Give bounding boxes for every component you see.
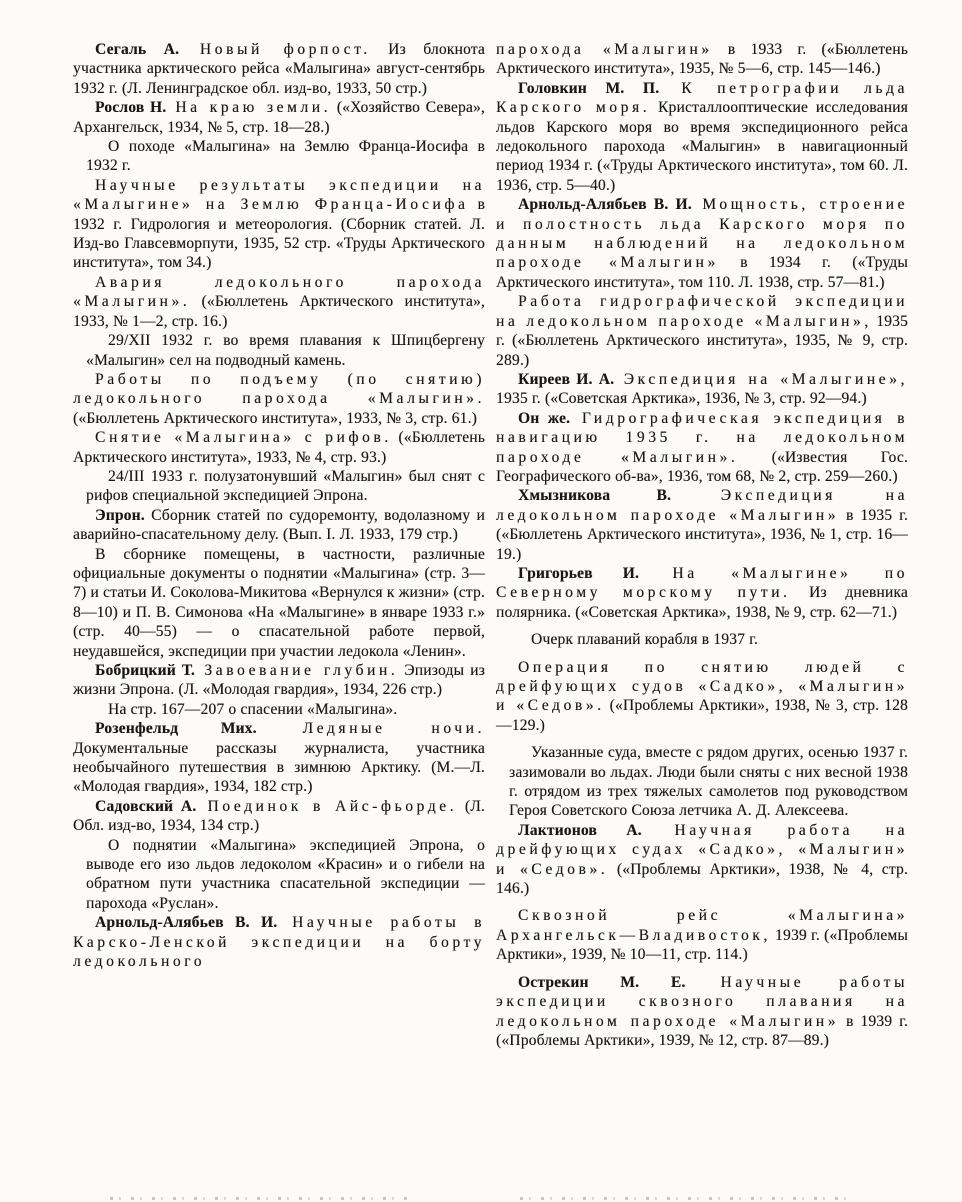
bibliography-entry [73, 913, 485, 971]
author-name: Бобрицкий Т. [95, 662, 195, 679]
author-name: Арнольд-Алябьев В. И. [518, 196, 692, 214]
entry-text: («Проблемы Арктики», 1938, № 3, стр. 128—129.) [496, 697, 909, 734]
entry-text: Сборник статей по судоремонту, водолазному и аварийно-спасательному делу. (Вып. I. Л. 1933, 179 стр.) [73, 506, 485, 544]
entry-text: (Л. Обл. изд-во, 1934, 134 стр.) [73, 797, 485, 835]
author-name: Садовский А. [95, 797, 197, 815]
author-name: Лактионов А. [518, 821, 642, 839]
title-text: Ледяные ночи. [256, 720, 485, 738]
entry-text: О поднятии «Малыгина» экспедицией Эпрона, о выводе его изо льдов ледоколом «Красин» и о гибели на обратном пути участника спасательной экспедиции — парохода «Руслан». [86, 836, 485, 912]
annotation [73, 331, 485, 370]
title-text: К петрографии льда Карского моря. [496, 79, 908, 117]
title-text: Снятие «Малыгина» с рифов. [95, 429, 392, 447]
entry-text: На стр. 167—207 о спасении «Малыгина». [108, 700, 398, 718]
annotation [73, 700, 485, 719]
title-text: Поединок в Айс-фьорде. [196, 797, 458, 815]
bibliography-entry [496, 906, 908, 964]
entry-text: Из блокнота участника арктического рейса «Малыгина» август-сентябрь 1932 г. (Л. Ленинградское обл. изд-во, 1933, 50 стр.) [73, 41, 486, 97]
author-name: Головкин М. П. [518, 79, 660, 97]
author-name: Рослов Н. [95, 99, 167, 117]
bibliography-entry [496, 486, 908, 564]
author-name: Он же. [518, 409, 571, 427]
bibliography-entry [73, 370, 485, 428]
title-text: Экспедиция на ледокольном пароходе «Малыгин» [496, 487, 908, 524]
author-name: Сегаль А. [95, 41, 180, 58]
bibliography-entry [73, 506, 485, 545]
annotation [73, 467, 485, 506]
bibliography-entry [496, 292, 908, 370]
entry-text: в 1939 г. («Проблемы Арктики», 1939, № 12, стр. 87—89.) [496, 1012, 908, 1049]
entry-text: В сборнике помещены, в частности, различные официальные документы о поднятии «Малыгина» (стр. 3—7) и статьи И. Соколова-Микитова «Вернулся к жизни» (стр. 8—10) и П. В. Симонова «На «Малыгине» в январе 1933 г.» (стр. 40—55) — о спасательной работе первой, неудавшейся, экспедиции при участии ледокола «Ленин». [73, 545, 485, 660]
bibliography-entry [73, 719, 485, 797]
bibliography-entry [496, 79, 908, 195]
bibliography-entry [496, 564, 908, 622]
author-name: Киреев И. А. [518, 370, 615, 388]
cutoff-text-remnant [520, 1197, 850, 1202]
annotation [73, 137, 485, 176]
annotation [73, 545, 485, 661]
column-right [496, 40, 908, 1050]
title-text: Работы по подъему (по снятию) ледокольного парохода «Малыгин». [73, 370, 485, 408]
bibliography-entry [496, 370, 908, 409]
entry-text: («Проблемы Арктики», 1938, № 4, стр. 146.) [496, 860, 909, 898]
title-text: Сквозной рейс «Малыгина» Архангельск—Владивосток, [496, 907, 908, 944]
title-text: парохода «Малыгин» [496, 41, 713, 58]
bibliography-entry [73, 98, 485, 137]
bibliography-entry [496, 658, 908, 736]
entry-text: в 1932 г. Гидрология и метеорология. (Сборник статей. Л. Изд-во Главсевморпути, 1935, 52 стр. «Труды Арктического института», том 34.) [73, 196, 486, 272]
bibliography-entry [73, 797, 485, 836]
title-text: Новый форпост. [179, 41, 371, 58]
entry-text: в 1933 г. («Бюллетень Арктического института», 1935, № 5—6, стр. 145—146.) [496, 41, 908, 78]
bibliography-entry [496, 195, 908, 292]
entry-text: в 1934 г. («Труды Арктического института», том 110. Л. 1938, стр. 57—81.) [496, 254, 908, 291]
cutoff-text-remnant [110, 1197, 410, 1202]
title-text: Экспедиция на «Малыгине», [614, 370, 908, 388]
title-text: Научная работа на дрейфующих судах «Садко», «Малыгин» и «Седов». [496, 821, 908, 878]
bibliography-entry [73, 428, 485, 467]
bibliography-entry [73, 40, 485, 98]
entry-text: («Бюллетень Арктического института», 1933, № 3, стр. 61.) [73, 409, 478, 427]
title-text: Завоевание глубин. [194, 662, 399, 679]
bibliography-entry [496, 40, 908, 79]
author-name: Арнольд-Алябьев В. И. [95, 914, 278, 932]
entry-text: Кристаллооптические исследования льдов Карского моря во время экспедиционного рейса ледокольного парохода «Малыгин» в навигационный период 1934 г. («Труды Арктического института», том 60. Л. 1936, стр. 5—40.) [496, 99, 908, 194]
entry-text: Очерк плаваний корабля в 1937 г. [531, 631, 759, 649]
annotation [73, 836, 485, 914]
title-text: Авария ледокольного парохода «Малыгин». [73, 273, 485, 311]
column-left [73, 40, 485, 1050]
author-name: Розенфельд Мих. [95, 720, 257, 738]
entry-text: Эпизоды из жизни Эпрона. (Л. «Молодая гвардия», 1934, 226 стр.) [73, 662, 485, 699]
bibliography-entry [73, 273, 485, 331]
entry-text: 1935 г. («Советская Арктика», 1936, № 3, стр. 92—94.) [496, 390, 867, 408]
entry-text: Указанные суда, вместе с рядом других, осенью 1937 г. зазимовали во льдах. Люди были сняты с них весной 1938 г. отрядом из трех тяжелых самолетов под руководством Героя Советского Союза летчика А. Д. Алексеева. [509, 744, 908, 820]
author-name: Острекин М. Е. [518, 973, 686, 991]
entry-text: 1935 г. («Бюллетень Арктического института», 1935, № 9, стр. 289.) [496, 312, 908, 369]
title-text: На «Малыгине» по Северному морскому пути. [496, 564, 908, 602]
title-text: Гидрографическая экспедиция в навигацию 1935 г. на ледокольном пароходе «Малыгин». [496, 409, 908, 466]
columns [73, 40, 908, 1050]
title-text: Работа гидрографической экспедиции на ледокольном пароходе «Малыгин», [496, 293, 908, 330]
entry-text: («Бюллетень Арктического института», 1933, № 4, стр. 93.) [73, 429, 485, 466]
title-text: Научные работы экспедиции сквозного плавания на ледокольном пароходе «Малыгин» [496, 973, 908, 1030]
entry-text: 29/XII 1932 г. во время плавания к Шпицбергену «Малыгин» сел на подводный камень. [86, 332, 485, 369]
title-text: Научные результаты экспедиции на «Малыгине» на Землю Франца-Иосифа [73, 176, 485, 214]
title-text: Научные работы в Карско-Ленской экспедиции на борту ледокольного [73, 914, 485, 971]
bibliography-entry [496, 409, 908, 487]
author-name: Григорьев И. [518, 564, 640, 582]
bibliography-entry [73, 661, 485, 700]
title-text: Операция по снятию людей с дрейфующих судов «Садко», «Малыгин» и «Седов». [496, 658, 908, 715]
entry-text: в 1935 г. («Бюллетень Арктического института», 1936, № 1, стр. 16—19.) [496, 506, 908, 563]
entry-text: 1939 г. («Проблемы Арктики», 1939, № 10—11, стр. 114.) [496, 926, 908, 964]
annotation [496, 743, 908, 821]
author-name: Хмызникова В. [518, 487, 672, 505]
entry-text: Из дневника полярника. («Советская Арктика», 1938, № 9, стр. 62—71.) [496, 584, 908, 621]
entry-text: О походе «Малыгина» на Землю Франца-Иосифа в 1932 г. [86, 138, 485, 175]
annotation [496, 630, 908, 649]
bibliography-entry [496, 973, 908, 1051]
bibliography-entry [73, 176, 485, 273]
title-text: Мощность, строение и полостность льда Карского моря по данным наблюдений на ледокольном пароходе «Малыгин» [496, 196, 908, 272]
entry-text: («Бюллетень Арктического института», 1933, № 1—2, стр. 16.) [73, 293, 485, 330]
bibliography-entry [496, 821, 908, 899]
entry-text: 24/III 1933 г. полузатонувший «Малыгин» был снят с рифов специальной экспедицией Эпрона. [86, 467, 485, 505]
entry-text: («Известия Гос. Географического об-ва», 1936, том 68, № 2, стр. 259—260.) [496, 448, 908, 485]
author-name: Эпрон. [95, 506, 145, 524]
entry-text: Документальные рассказы журналиста, участника необычайного путешествия в зимнюю Арктику. (М.—Л. «Молодая гвардия», 1934, 182 стр.) [73, 739, 485, 796]
title-text: На краю земли. [166, 99, 332, 117]
entry-text: («Хозяйство Севера», Архангельск, 1934, № 5, стр. 18—28.) [73, 99, 486, 136]
